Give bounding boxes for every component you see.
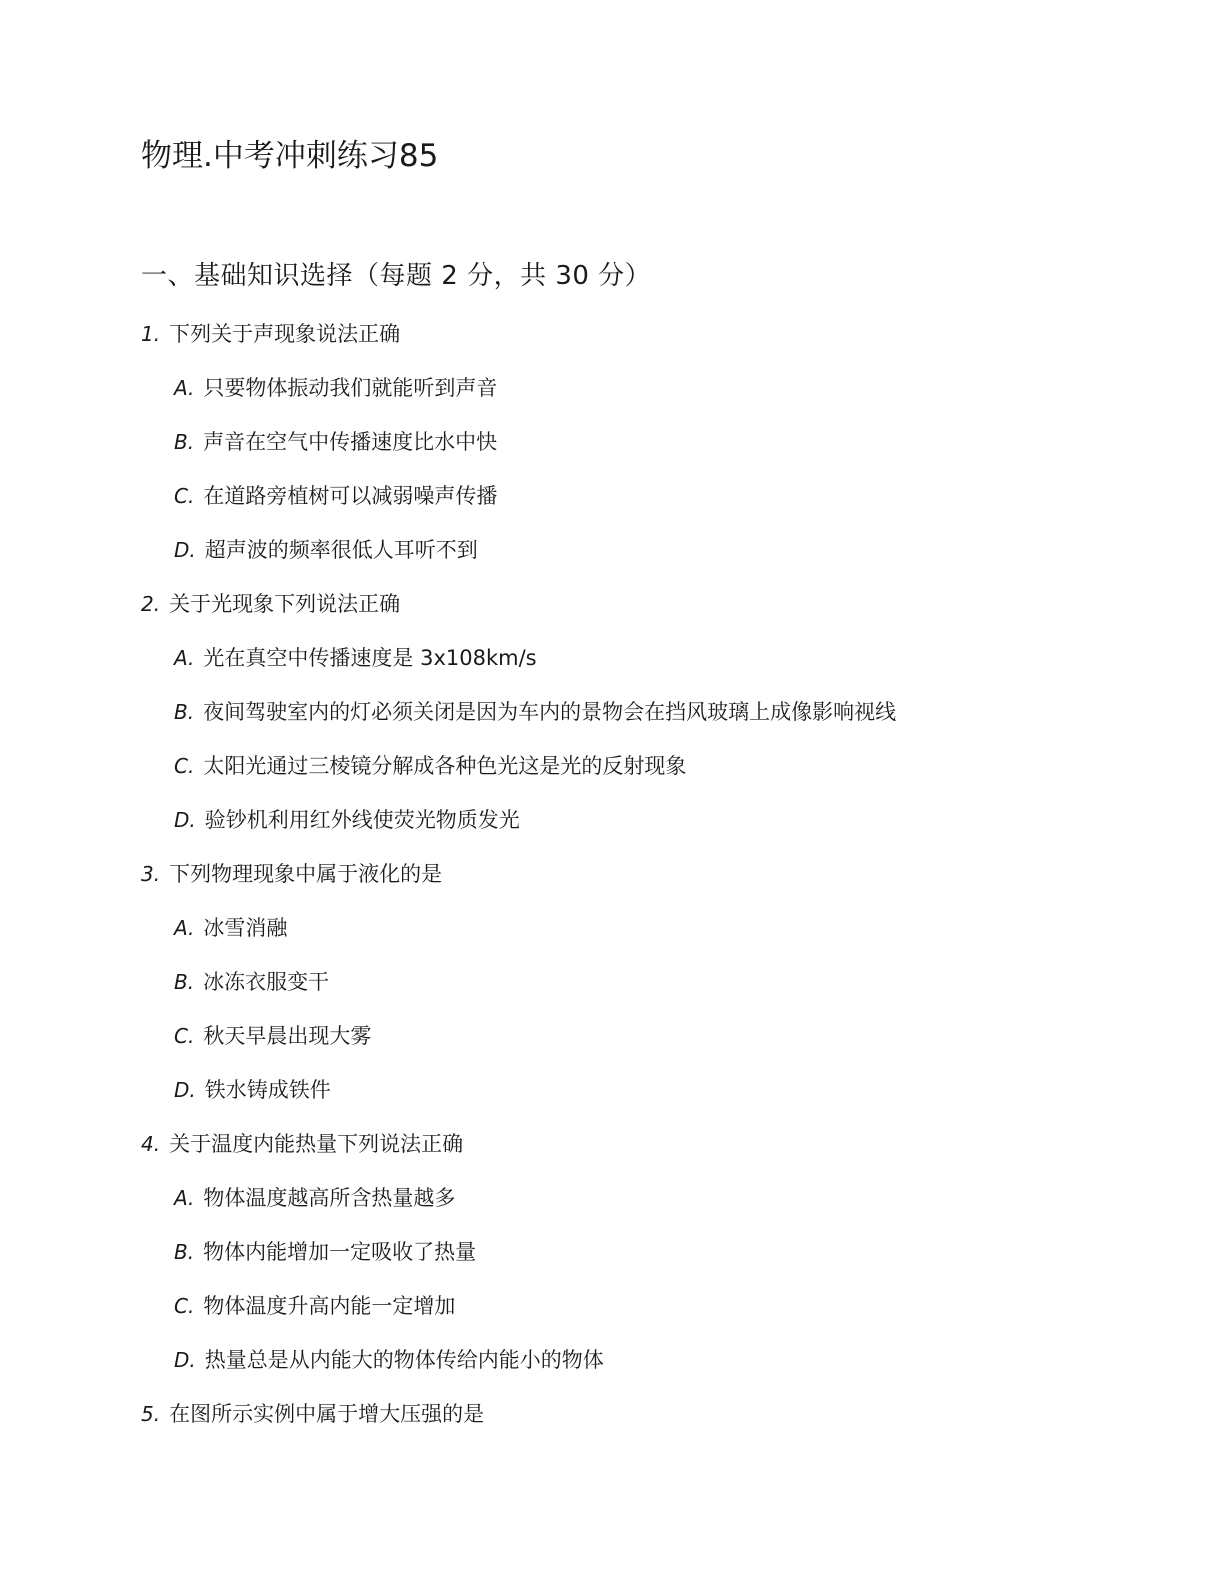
option-3-a (0, 908, 1224, 962)
question-text: 关于光现象下列说法正确 (169, 592, 401, 616)
question-text: 下列关于声现象说法正确 (169, 322, 401, 346)
question-1 (0, 314, 1224, 368)
option-text: 太阳光通过三棱镜分解成各种色光这是光的反射现象 (203, 754, 687, 778)
question-number: 4. (141, 1132, 161, 1156)
option-text: 铁水铸成铁件 (204, 1078, 331, 1102)
option-letter: B. (174, 1240, 195, 1264)
option-text: 冰雪消融 (203, 916, 288, 940)
option-letter: A. (174, 646, 195, 670)
option-2-c (0, 746, 1224, 800)
question-5 (0, 1394, 1224, 1448)
question-2 (0, 584, 1224, 638)
option-text: 物体温度越高所含热量越多 (203, 1186, 456, 1210)
option-1-b (0, 422, 1224, 476)
option-4-c (0, 1286, 1224, 1340)
option-3-b (0, 962, 1224, 1016)
option-letter: C. (174, 1294, 195, 1318)
option-letter: B. (174, 970, 195, 994)
question-list (0, 314, 1224, 1448)
option-4-a (0, 1178, 1224, 1232)
option-2-a (0, 638, 1224, 692)
option-4-d (0, 1340, 1224, 1394)
option-letter: D. (174, 808, 196, 832)
option-text: 超声波的频率很低人耳听不到 (204, 538, 478, 562)
option-3-c (0, 1016, 1224, 1070)
option-letter: A. (174, 376, 195, 400)
question-number: 5. (141, 1402, 161, 1426)
option-text: 验钞机利用红外线使荧光物质发光 (204, 808, 520, 832)
option-text: 热量总是从内能大的物体传给内能小的物体 (204, 1348, 604, 1372)
option-letter: D. (174, 1348, 196, 1372)
option-text: 秋天早晨出现大雾 (203, 1024, 372, 1048)
option-4-b (0, 1232, 1224, 1286)
option-letter: B. (174, 700, 195, 724)
question-number: 2. (141, 592, 161, 616)
option-1-a (0, 368, 1224, 422)
question-text: 下列物理现象中属于液化的是 (169, 862, 443, 886)
question-number: 3. (141, 862, 161, 886)
option-letter: D. (174, 538, 196, 562)
option-3-d (0, 1070, 1224, 1124)
option-1-c (0, 476, 1224, 530)
question-3 (0, 854, 1224, 908)
option-letter: B. (174, 430, 195, 454)
option-text: 物体温度升高内能一定增加 (203, 1294, 456, 1318)
option-text: 只要物体振动我们就能听到声音 (203, 376, 498, 400)
question-4 (0, 1124, 1224, 1178)
option-letter: A. (174, 1186, 195, 1210)
option-text: 物体内能增加一定吸收了热量 (203, 1240, 477, 1264)
option-2-b (0, 692, 1224, 746)
option-1-d (0, 530, 1224, 584)
question-text: 在图所示实例中属于增大压强的是 (169, 1402, 485, 1426)
option-letter: D. (174, 1078, 196, 1102)
option-letter: A. (174, 916, 195, 940)
option-2-d (0, 800, 1224, 854)
option-text: 夜间驾驶室内的灯必须关闭是因为车内的景物会在挡风玻璃上成像影响视线 (203, 700, 897, 724)
option-text: 在道路旁植树可以减弱噪声传播 (203, 484, 498, 508)
option-letter: C. (174, 484, 195, 508)
section-heading: 一、基础知识选择（每题 2 分，共 30 分） (141, 261, 652, 291)
option-text: 光在真空中传播速度是 3x108km/s (203, 646, 537, 670)
question-number: 1. (141, 322, 161, 346)
option-letter: C. (174, 1024, 195, 1048)
question-text: 关于温度内能热量下列说法正确 (169, 1132, 464, 1156)
option-letter: C. (174, 754, 195, 778)
option-text: 声音在空气中传播速度比水中快 (203, 430, 498, 454)
document-title: 物理.中考冲刺练习85 (141, 138, 439, 174)
option-text: 冰冻衣服变干 (203, 970, 330, 994)
